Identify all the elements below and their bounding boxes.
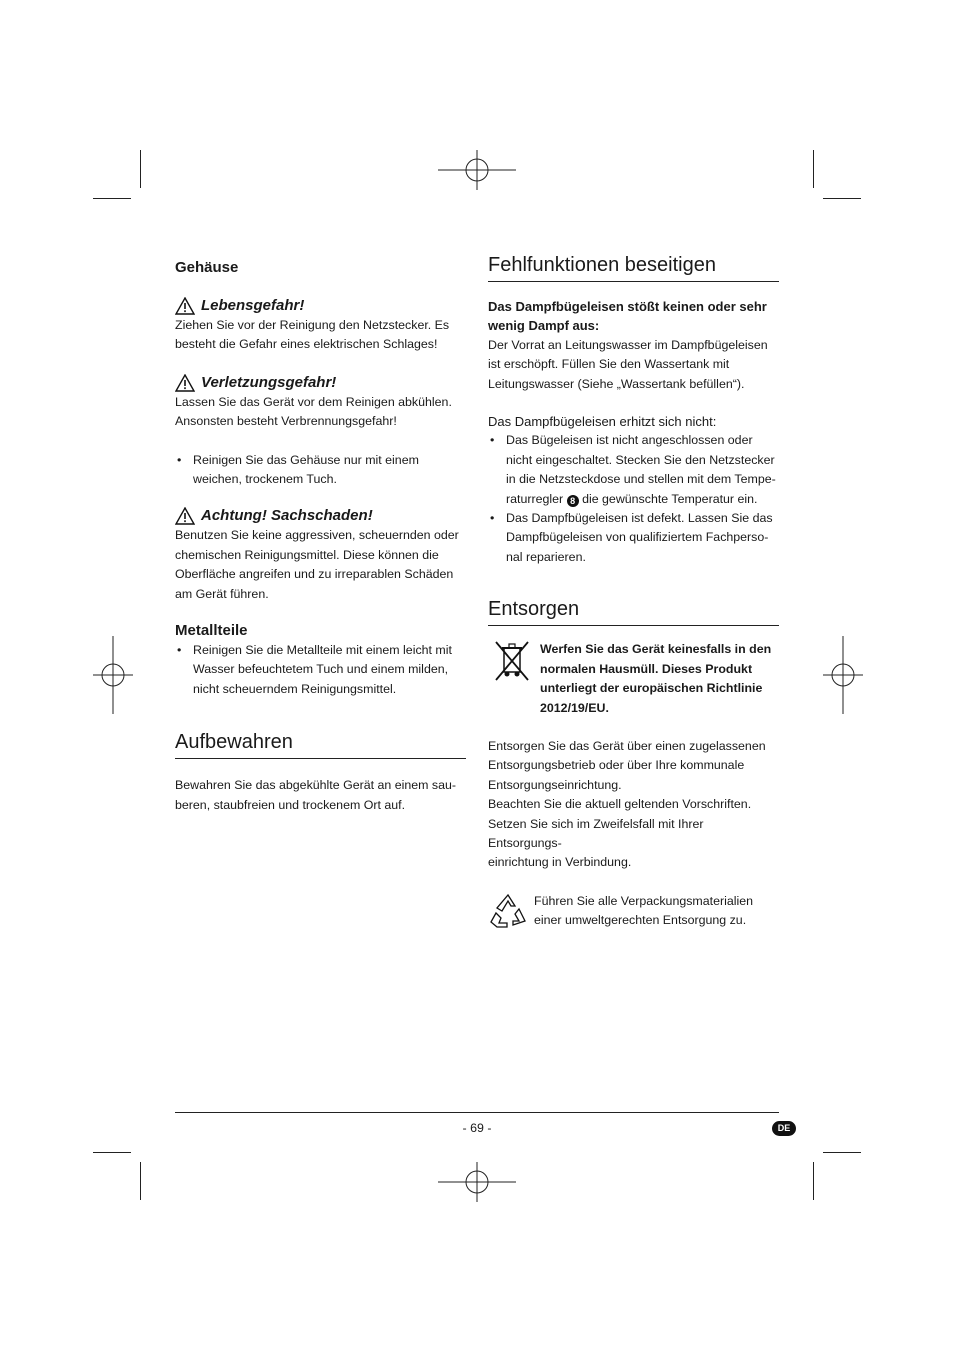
heading-entsorgen: Entsorgen <box>488 596 779 626</box>
paragraph-line: einer umweltgerechten Entsorgung zu. <box>534 913 747 928</box>
crossed-out-wheelie-bin-icon <box>492 640 532 682</box>
warning-text-line: Benutzen Sie keine aggressiven, scheuernden oder <box>175 528 459 543</box>
warning-text-line: Ansonsten besteht Verbrennungsgefahr! <box>175 414 397 429</box>
section-title-metallteile: Metallteile <box>175 622 248 640</box>
warning-triangle-icon <box>175 374 195 392</box>
bullet-list-metallteile <box>175 641 466 699</box>
paragraph-line: Leitungswasser (Siehe „Wassertank befüllen“). <box>488 376 745 391</box>
weee-text-line: 2012/19/EU. <box>540 700 609 715</box>
warning-text-line: chemischen Reinigungsmittel. Diese können die <box>175 547 439 562</box>
paragraph-line: Setzen Sie sich im Zweifelsfall mit Ihrer Entsorgungs- <box>488 816 704 850</box>
warning-text-line: Lassen Sie das Gerät vor dem Reinigen abkühlen. <box>175 394 452 409</box>
paragraph-line: Beachten Sie die aktuell geltenden Vorschriften. <box>488 797 752 812</box>
bullet-list-gehaeuse <box>175 451 466 490</box>
warning-lebensgefahr <box>175 296 466 316</box>
paragraph-line: Bewahren Sie das abgekühlte Gerät an einem sau- <box>175 778 457 793</box>
list-item: • Reinigen Sie das Gehäuse nur mit einem weichen, trockenem Tuch. <box>175 451 466 490</box>
list-item: • Das Dampfbügeleisen ist defekt. Lassen Sie das Dampfbügeleisen von qualifiziertem Fachperso- nal reparieren. <box>488 509 779 567</box>
problem-heading: Das Dampfbügeleisen stößt keinen oder sehr <box>488 299 767 314</box>
warning-title: Achtung! Sachschaden! <box>201 507 373 525</box>
paragraph-line: beren, staubfreien und trockenem Ort auf. <box>175 797 406 812</box>
language-badge: DE <box>772 1121 796 1136</box>
paragraph-line: Entsorgen Sie das Gerät über einen zugelassenen <box>488 738 766 753</box>
disposal-paragraph <box>488 737 779 873</box>
number-8-badge: 8 <box>567 495 579 507</box>
left-column <box>175 255 466 815</box>
paragraph-line: Führen Sie alle Verpackungsmaterialien <box>534 893 754 908</box>
warning-triangle-icon <box>175 297 195 315</box>
weee-text-line: Werfen Sie das Gerät keinesfalls in den <box>540 642 772 657</box>
paragraph-line: Der Vorrat an Leitungswasser im Dampfbügeleisen <box>488 337 768 352</box>
weee-text-line: normalen Hausmüll. Dieses Produkt <box>540 661 753 676</box>
weee-text-line: unterliegt der europäischen Richtlinie <box>540 681 763 696</box>
problem-heading: wenig Dampf aus: <box>488 318 600 334</box>
section-title-gehaeuse: Gehäuse <box>175 259 239 276</box>
paragraph-line: Entsorgungseinrichtung. <box>488 777 622 792</box>
warning-triangle-icon <box>175 507 195 525</box>
warning-text-line: Oberfläche angreifen und zu irreparablen Schäden <box>175 567 454 582</box>
list-item: • Das Bügeleisen ist nicht angeschlossen oder nicht eingeschaltet. Stecken Sie den Netzstecker in die Netzsteckdose und stellen mit dem Tempe- raturregler 8 die gewünschte Temperatur ein. <box>488 431 779 509</box>
weee-notice <box>488 640 779 718</box>
heading-fehlfunktionen: Fehlfunktionen beseitigen <box>488 252 779 282</box>
warning-sachschaden <box>175 506 466 526</box>
warning-text-line: besteht die Gefahr eines elektrischen Schlages! <box>175 337 438 352</box>
paragraph-line: Entsorgungsbetrieb oder über Ihre kommunale <box>488 758 745 773</box>
heading-aufbewahren: Aufbewahren <box>175 729 466 759</box>
page-number: - 69 - <box>462 1121 492 1135</box>
recycling-notice <box>488 892 779 931</box>
registration-mark-right <box>823 636 863 714</box>
warning-text-line: Ziehen Sie vor der Reinigung den Netzstecker. Es <box>175 318 450 332</box>
bullet-list-heating <box>488 431 779 567</box>
right-column <box>488 252 779 931</box>
recycling-icon <box>488 892 528 930</box>
warning-verletzungsgefahr <box>175 373 466 393</box>
warning-text-line: am Gerät führen. <box>175 586 269 601</box>
paragraph-line: ist erschöpft. Füllen Sie den Wassertank mit <box>488 357 730 372</box>
paragraph-line: einrichtung in Verbindung. <box>488 855 632 870</box>
warning-title: Verletzungsgefahr! <box>201 373 337 391</box>
list-item: • Reinigen Sie die Metallteile mit einem leicht mit Wasser befeuchtetem Tuch und einem milden, nicht scheuerndem Reinigungsmittel. <box>175 641 466 699</box>
registration-mark-top <box>438 150 516 190</box>
registration-mark-left <box>93 636 133 714</box>
warning-title: Lebensgefahr! <box>201 297 305 314</box>
problem-heading: Das Dampfbügeleisen erhitzt sich nicht: <box>488 414 717 430</box>
footer-divider <box>175 1112 779 1113</box>
registration-mark-bottom <box>438 1162 516 1202</box>
